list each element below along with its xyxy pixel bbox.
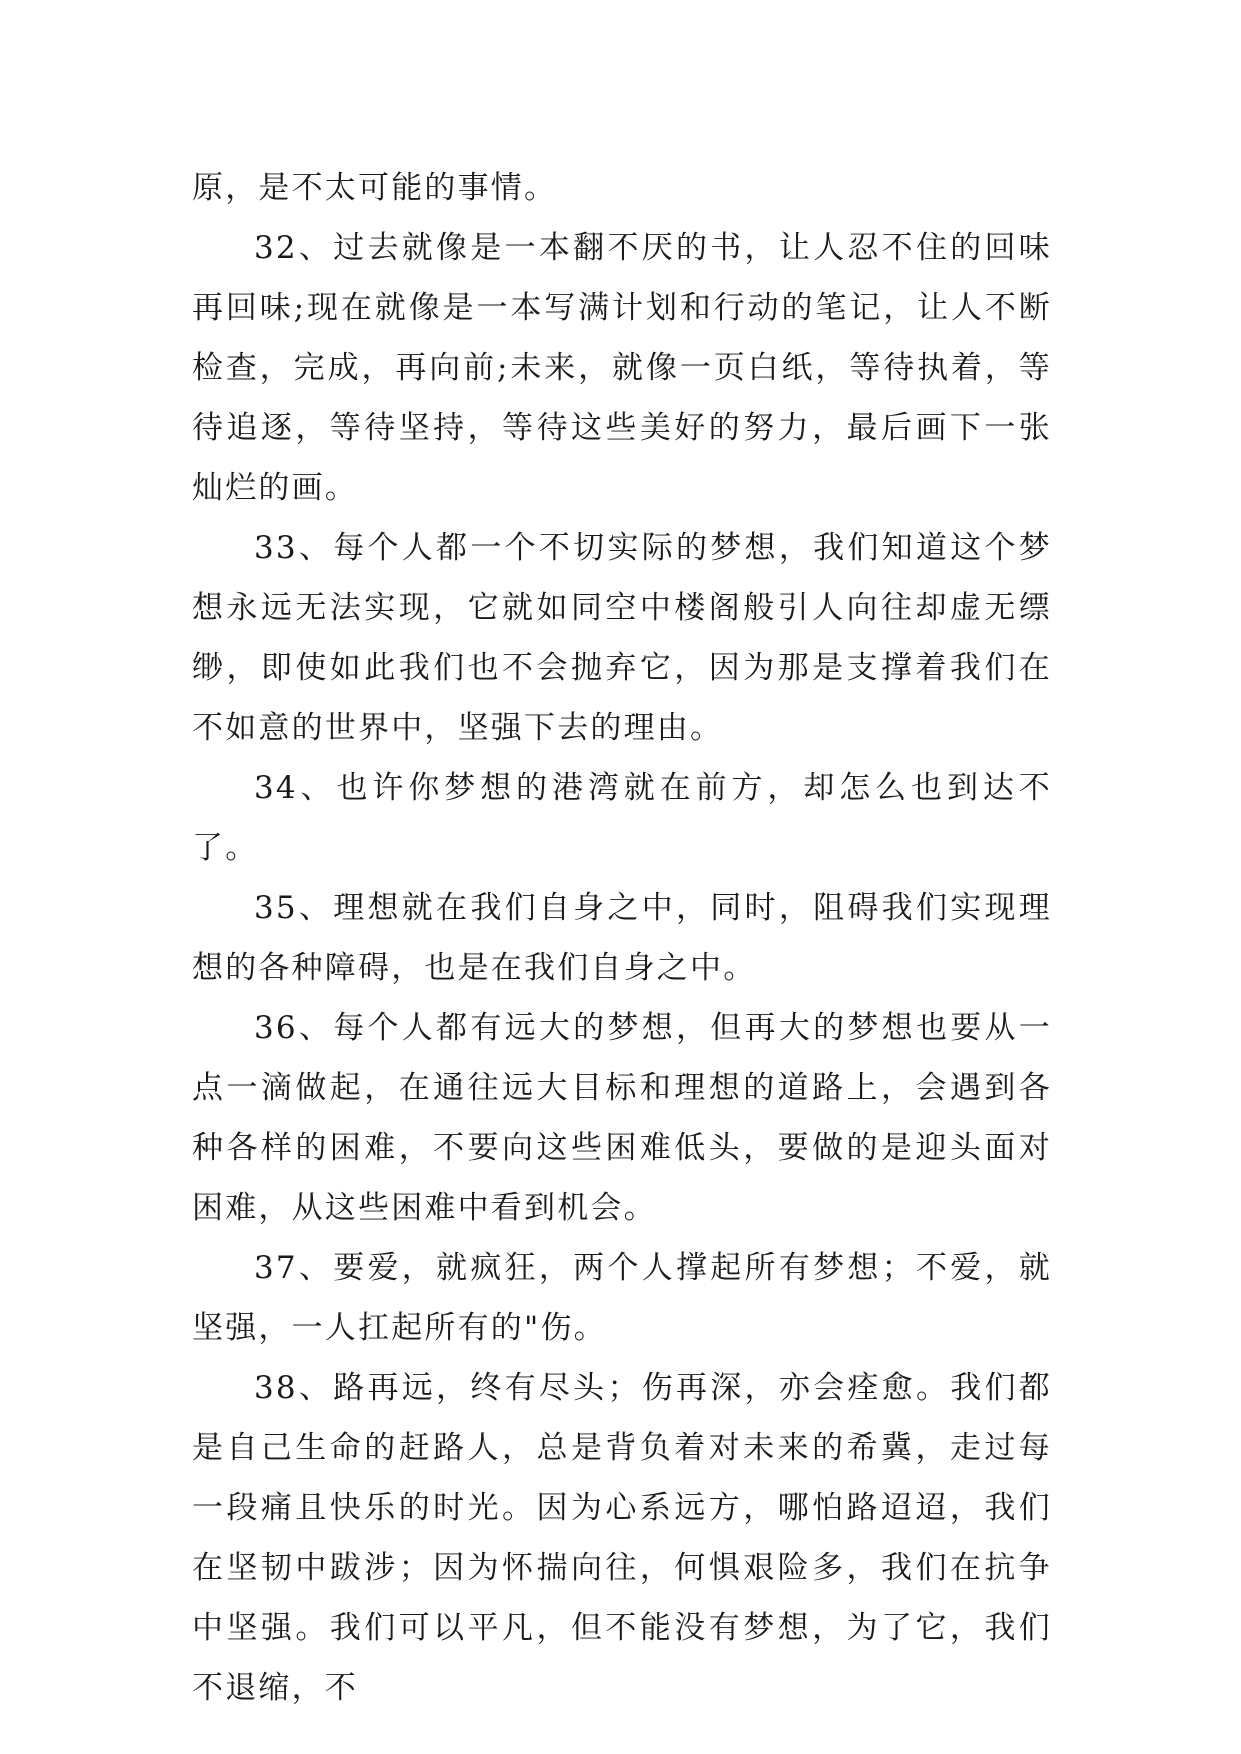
paragraph-32: 32、过去就像是一本翻不厌的书，让人忍不住的回味再回味;现在就像是一本写满计划和行动的笔记，让人不断检查，完成，再向前;未来，就像一页白纸，等待执着，等待追逐，等待坚持，等待这些美好的努力，最后画下一张灿烂的画。 — [192, 230, 1052, 506]
paragraph-38: 38、路再远，终有尽头；伤再深，亦会痊愈。我们都是自己生命的赶路人，总是背负着对未来的希冀，走过每一段痛且快乐的时光。因为心系远方，哪怕路迢迢，我们在坚韧中跋涉；因为怀揣向往，何惧艰险多，我们在抗争中坚强。我们可以平凡，但不能没有梦想，为了它，我们不退缩，不 — [192, 1370, 1052, 1706]
paragraph-continuation: 原，是不太可能的事情。 — [192, 170, 558, 206]
paragraph-36: 36、每个人都有远大的梦想，但再大的梦想也要从一点一滴做起，在通往远大目标和理想的道路上，会遇到各种各样的困难，不要向这些困难低头，要做的是迎头面对困难，从这些困难中看到机会。 — [192, 1010, 1052, 1226]
paragraph-34: 34、也许你梦想的港湾就在前方，却怎么也到达不了。 — [192, 770, 1052, 866]
paragraph-37: 37、要爱，就疯狂，两个人撑起所有梦想；不爱，就坚强，一人扛起所有的"伤。 — [192, 1250, 1052, 1346]
paragraph-33: 33、每个人都一个不切实际的梦想，我们知道这个梦想永远无法实现，它就如同空中楼阁般引人向往却虚无缥缈，即使如此我们也不会抛弃它，因为那是支撑着我们在不如意的世界中，坚强下去的理由。 — [192, 530, 1052, 746]
document-body — [192, 158, 1052, 1718]
paragraph-35: 35、理想就在我们自身之中，同时，阻碍我们实现理想的各种障碍，也是在我们自身之中。 — [192, 890, 1052, 986]
